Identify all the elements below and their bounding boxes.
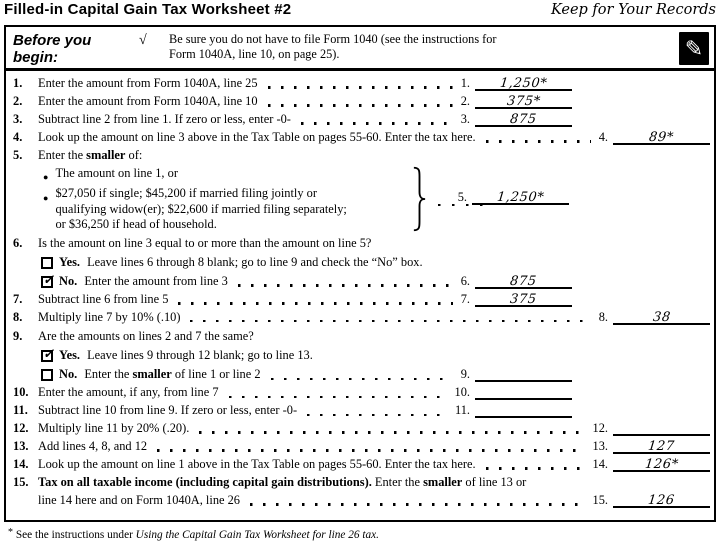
line-5-answer: 5. 1,250* bbox=[458, 189, 569, 207]
line-15-answer: 15. 126 bbox=[593, 492, 711, 510]
checkmark-icon: ✓ bbox=[43, 271, 54, 287]
dot-leader bbox=[199, 431, 584, 434]
line-number: 14. bbox=[13, 456, 29, 471]
line-number: 11. bbox=[13, 403, 28, 418]
line-text: Is the amount on line 3 equal to or more than the amount on line 5? bbox=[38, 235, 372, 250]
dot-leader bbox=[271, 378, 453, 381]
dot-leader bbox=[486, 140, 591, 143]
line-13-answer: 13. 127 bbox=[593, 438, 711, 456]
threshold-amounts-text: $27,050 if single; $45,200 if married filing jointly or qualifying widow(er); $22,600 if married filing separately; or $36,250 if head of household. bbox=[55, 186, 347, 232]
line-number: 10. bbox=[13, 385, 29, 400]
line-14-answer: 14. 126* bbox=[593, 456, 711, 474]
line-text: Look up the amount on line 3 above in the Tax Table on pages 55-60. Enter the tax here. bbox=[38, 129, 476, 144]
line-3 bbox=[13, 111, 710, 129]
line-9-yes-option: ✓ Yes. Leave lines 9 through 12 blank; go to line 13. bbox=[43, 346, 313, 363]
bullet-icon: ● bbox=[43, 193, 49, 204]
dot-leader bbox=[190, 320, 590, 323]
line-text: Look up the amount on line 1 above in the Tax Table on pages 55-60. Enter the tax here. bbox=[38, 456, 476, 471]
line-number: 2. bbox=[13, 93, 23, 108]
line-number: 6. bbox=[13, 235, 23, 250]
keep-for-records-label: Keep for Your Records bbox=[550, 2, 716, 18]
line-10-entry-field[interactable] bbox=[475, 384, 572, 400]
line-text: Subtract line 2 from line 1. If zero or less, enter -0- bbox=[38, 111, 291, 126]
line-4-entry-field[interactable]: 89* bbox=[613, 129, 710, 145]
line-12 bbox=[13, 420, 710, 438]
line-10-answer: 10. bbox=[455, 384, 573, 402]
line-8 bbox=[13, 309, 710, 327]
line-9 bbox=[13, 328, 710, 346]
title-bar bbox=[4, 1, 716, 18]
line-2-entry-field[interactable]: 375* bbox=[475, 93, 572, 109]
line-text: Tax on all taxable income (including capital gain distributions). Enter the smaller of line 13 or bbox=[38, 474, 527, 489]
line-number: 15. bbox=[13, 474, 29, 489]
line-12-entry-field[interactable] bbox=[613, 420, 710, 436]
line-number: 7. bbox=[13, 291, 23, 306]
checkmark-icon: ✓ bbox=[43, 346, 54, 362]
line-text: Enter the amount from Form 1040A, line 25 bbox=[38, 76, 258, 90]
before-you-begin-text: Be sure you do not have to file Form 1040 (see the instructions for Form 1040A, line 10, on page 25). bbox=[169, 32, 497, 61]
line-6-entry-field[interactable]: 875 bbox=[475, 273, 572, 289]
line-11-answer: 11. bbox=[455, 402, 572, 420]
line-5-bullet-1: ● The amount on line 1, or bbox=[13, 165, 710, 187]
line-8-answer: 8. 38 bbox=[599, 309, 710, 327]
line-10 bbox=[13, 384, 710, 402]
pencil-icon: ✎ bbox=[679, 32, 709, 65]
line-4-answer: 4. 89* bbox=[599, 129, 710, 147]
line-number: 4. bbox=[13, 129, 23, 144]
line-6-yes-option: Yes. Leave lines 6 through 8 blank; go to line 9 and check the “No” box. bbox=[13, 254, 710, 272]
line-number: 9. bbox=[13, 329, 23, 344]
line-1 bbox=[13, 75, 710, 93]
yes-checkbox[interactable] bbox=[41, 257, 53, 269]
line-13 bbox=[13, 438, 710, 456]
line-5-entry-field[interactable]: 1,250* bbox=[472, 189, 569, 205]
dot-leader bbox=[268, 86, 453, 89]
line-text: Enter the amount from Form 1040A, line 10 bbox=[38, 93, 258, 108]
line-text: Subtract line 6 from line 5 bbox=[38, 291, 169, 306]
checkmark-icon: √ bbox=[139, 33, 147, 48]
footnote-reference: Using the Capital Gain Tax Worksheet for line 26 tax. bbox=[135, 529, 379, 541]
dot-leader bbox=[268, 104, 453, 107]
line-2-answer: 2. 375* bbox=[461, 93, 572, 111]
line-3-answer: 3. 875 bbox=[461, 111, 572, 129]
page-title: Filled-in Capital Gain Tax Worksheet #2 bbox=[4, 1, 292, 18]
line-text: line 14 here and on Form 1040A, line 26 bbox=[38, 492, 241, 507]
line-text: Multiply line 7 by 10% (.10) bbox=[38, 309, 181, 324]
line-number: 12. bbox=[13, 421, 29, 435]
line-text: Enter the smaller of: bbox=[38, 147, 143, 162]
line-number: 5. bbox=[13, 147, 23, 162]
line-9-answer: 9. bbox=[461, 366, 572, 384]
line-6-answer: 6. 875 bbox=[461, 273, 572, 291]
line-6-no-option: ✓ No. Enter the amount from line 3 6. 875 bbox=[13, 273, 710, 291]
dot-leader bbox=[301, 122, 453, 125]
line-3-entry-field[interactable]: 875 bbox=[475, 111, 572, 127]
worksheet-rows bbox=[6, 71, 714, 510]
dot-leader bbox=[229, 396, 447, 399]
worksheet-box bbox=[4, 25, 716, 522]
line-text: Subtract line 10 from line 9. If zero or less, enter -0- bbox=[38, 403, 298, 418]
line-number: 3. bbox=[13, 111, 23, 126]
line-9-entry-field[interactable] bbox=[475, 366, 572, 382]
no-checkbox[interactable] bbox=[41, 369, 53, 381]
line-6 bbox=[13, 235, 710, 253]
brace bbox=[412, 166, 427, 238]
line-text: Multiply line 11 by 20% (.20). bbox=[38, 421, 190, 435]
line-number: 13. bbox=[13, 438, 29, 453]
yes-checkbox[interactable] bbox=[41, 346, 54, 362]
line-text: Add lines 4, 8, and 12 bbox=[38, 438, 148, 453]
line-13-entry-field[interactable]: 127 bbox=[613, 438, 710, 454]
line-7-entry-field[interactable]: 375 bbox=[475, 291, 572, 307]
asterisk-marker: * bbox=[8, 527, 13, 538]
line-1-entry-field[interactable]: 1,250* bbox=[475, 75, 572, 91]
line-1-answer: 1. 1,250* bbox=[461, 75, 572, 93]
before-you-begin-section bbox=[6, 27, 714, 71]
dot-leader bbox=[178, 302, 452, 305]
line-14-entry-field[interactable]: 126* bbox=[613, 456, 710, 472]
line-11-entry-field[interactable] bbox=[475, 402, 572, 418]
no-checkbox[interactable] bbox=[41, 271, 54, 288]
line-11 bbox=[13, 402, 710, 420]
line-text: Are the amounts on lines 2 and 7 the same? bbox=[38, 329, 254, 344]
footnote: * See the instructions under Using the Capital Gain Tax Worksheet for line 26 tax. bbox=[8, 527, 379, 541]
line-text: Enter the amount, if any, from line 7 bbox=[38, 385, 219, 400]
line-14 bbox=[13, 456, 710, 474]
dot-leader bbox=[486, 467, 585, 470]
before-you-begin-label: Before you begin: bbox=[13, 32, 92, 66]
line-2 bbox=[13, 93, 710, 111]
line-7 bbox=[13, 291, 710, 309]
line-15 bbox=[13, 474, 710, 492]
dot-leader bbox=[307, 414, 447, 417]
line-number: 8. bbox=[13, 309, 23, 324]
line-5-bullet-2 bbox=[13, 186, 710, 233]
line-15-entry-field[interactable]: 126 bbox=[613, 492, 710, 508]
bullet-icon: ● bbox=[43, 171, 49, 182]
line-number: 1. bbox=[13, 76, 23, 90]
line-12-answer: 12. bbox=[593, 420, 711, 438]
line-8-entry-field[interactable]: 38 bbox=[613, 309, 710, 325]
dot-leader bbox=[238, 284, 453, 287]
line-9-no-option: No. Enter the smaller of line 1 or line 2 9. bbox=[13, 366, 710, 384]
dot-leader bbox=[157, 449, 584, 452]
line-4 bbox=[13, 129, 710, 147]
dot-leader bbox=[250, 503, 584, 506]
line-5 bbox=[13, 147, 710, 165]
line-15-continued bbox=[13, 492, 710, 510]
line-7-answer: 7. 375 bbox=[461, 291, 572, 309]
line-5-block bbox=[13, 147, 710, 233]
